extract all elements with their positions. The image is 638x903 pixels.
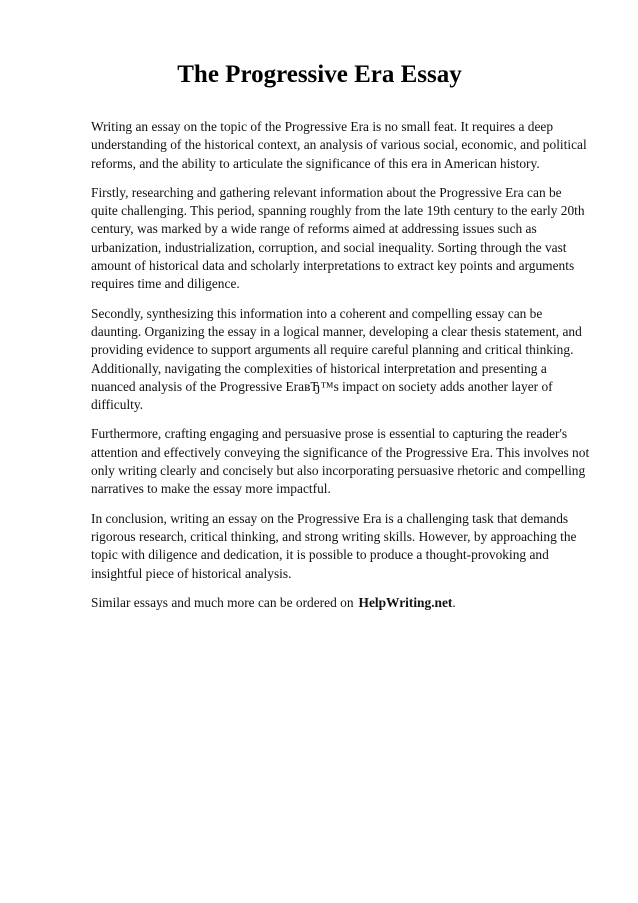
paragraph-conclusion: In conclusion, writing an essay on the Progressive Era is a challenging task that demands rigorous research, critical thinking, and strong writing skills. However, by approaching the topic with diligence and dedication, it is possible to produce a thought-provoking and insightful piece of historical analysis. — [91, 510, 577, 581]
page-title: The Progressive Era Essay — [177, 61, 462, 88]
brand-link[interactable]: HelpWriting.net — [358, 594, 453, 610]
paragraph-secondly: Secondly, synthesizing this information into a coherent and compelling essay can be daunting. Organizing the essay in a logical manner, developing a clear thesis statement, and providing evidence to support arguments all require careful planning and critical thinking. Additionally, navigating the complexities of historical interpretation and presenting a nuanced analysis of the Progressive EraвЂ™s impact on society adds another layer of difficulty. — [91, 305, 582, 413]
closing-line — [91, 594, 591, 612]
closing-period: . — [452, 594, 456, 610]
paragraph-furthermore: Furthermore, crafting engaging and persuasive prose is essential to capturing the reader's attention and effectively conveying the significance of the Progressive Era. This involves not only writing clearly and concisely but also incorporating persuasive rhetoric and compelling narratives to make the essay more impactful. — [91, 426, 590, 497]
paragraph-firstly: Firstly, researching and gathering relevant information about the Progressive Era can be quite challenging. This period, spanning roughly from the late 19th century to the early 20th century, was marked by a wide range of reforms aimed at addressing issues such as urbanization, industrialization, corruption, and social inequality. Sorting through the vast amount of historical data and scholarly interpretations to extract key points and arguments requires time and diligence. — [91, 184, 585, 292]
paragraph-intro: Writing an essay on the topic of the Progressive Era is no small feat. It requires a deep understanding of the historical context, an analysis of various social, economic, and political reforms, and the ability to articulate the significance of this era in American history. — [91, 119, 587, 171]
closing-text: Similar essays and much more can be ordered on — [91, 594, 354, 610]
